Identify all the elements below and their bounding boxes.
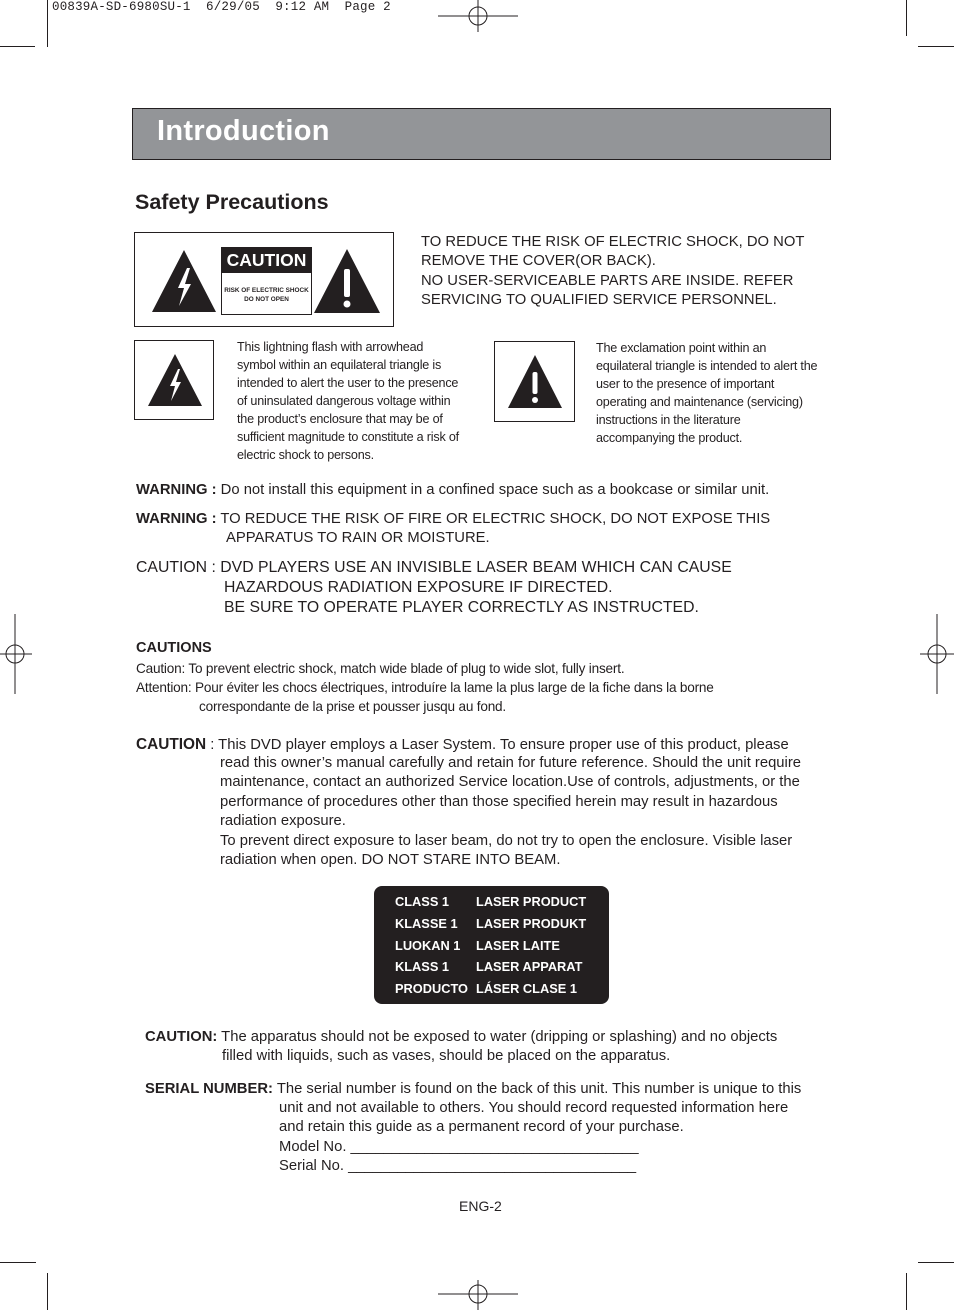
caution-label — [221, 247, 312, 315]
lightning-symbol-box — [134, 340, 214, 420]
exclamation-triangle-icon — [507, 354, 563, 409]
serial-number-field: Serial No. ___________________________________ — [279, 1158, 637, 1175]
section-title: Safety Precautions — [135, 190, 329, 214]
page-number: ENG-2 — [459, 1198, 502, 1214]
caution-water-cont: filled with liquids, such as vases, should be placed on the apparatus. — [222, 1048, 671, 1064]
crop-mark — [0, 46, 35, 47]
model-number-field: Model No. ___________________________________ — [279, 1138, 639, 1155]
lightning-description: This lightning flash with arrowhead symbol within an equilateral triangle is intended to alert the user to the presence of uninsulated dangerous voltage within the product’s enclosure that may be of sufficient magnitude to constitute a risk of electric shock to persons. — [237, 340, 459, 462]
serial-number-note: SERIAL NUMBER: The serial number is found on the back of this unit. This number is unique to this — [145, 1081, 802, 1097]
cautions-heading: CAUTIONS — [136, 640, 212, 656]
crop-mark — [906, 0, 907, 36]
caution-laser-system-text: read this owner’s manual carefully and retain for future reference. Should the unit require maintenance, contact an authorized Service location.Use of controls, adjustments, or the performance of procedures other than those specified herein may result in hazardous radiation exposure. To prevent direct exposure to laser beam, do not try to open the enclosure. Visible laser radiation when open. DO NOT STARE INTO BEAM. — [220, 755, 801, 869]
lightning-triangle-icon — [147, 353, 203, 407]
registration-mark-right — [920, 614, 954, 694]
exclamation-symbol-box — [494, 341, 575, 422]
caution-invisible-laser-line3: BE SURE TO OPERATE PLAYER CORRECTLY AS INSTRUCTED. — [224, 599, 699, 616]
caution-invisible-laser-line2: HAZARDOUS RADIATION EXPOSURE IF DIRECTED. — [224, 579, 613, 596]
crop-mark — [918, 1262, 954, 1263]
cover-warning: TO REDUCE THE RISK OF ELECTRIC SHOCK, DO NOT REMOVE THE COVER(OR BACK). NO USER-SERVICEABLE PARTS ARE INSIDE. REFER SERVICING TO QUALIFIED SERVICE PERSONNEL. — [421, 234, 805, 309]
exclamation-triangle-icon — [313, 247, 381, 315]
caution-label-heading: CAUTION — [222, 248, 311, 273]
registration-mark-left — [0, 614, 32, 694]
cautions-attention-cont: correspondante de la prise et pousser jusqu au fond. — [199, 699, 506, 714]
exclamation-description: The exclamation point within an equilateral triangle is intended to alert the user to the presence of important operating and maintenance (servicing) instructions in the literature accompanying the product. — [596, 341, 818, 445]
warning-confined-space: WARNING : Do not install this equipment in a confined space such as a bookcase or similar unit. — [136, 482, 770, 498]
lightning-triangle-icon — [151, 248, 217, 314]
caution-label-subtext: RISK OF ELECTRIC SHOCK DO NOT OPEN — [224, 287, 309, 303]
cautions-attention: Attention: Pour éviter les chocs électriques, introduíre la lame la plus large de la fiche dans la borne — [136, 680, 714, 695]
registration-mark-bottom — [438, 1280, 518, 1310]
registration-mark-top — [438, 0, 518, 32]
title-bar — [132, 108, 831, 160]
caution-water: CAUTION: The apparatus should not be exposed to water (dripping or splashing) and no objects — [145, 1029, 778, 1045]
page-title: Introduction — [157, 115, 330, 147]
cautions-plug: Caution: To prevent electric shock, match wide blade of plug to wide slot, fully insert. — [136, 661, 625, 676]
caution-label-box — [134, 232, 394, 327]
crop-mark — [918, 46, 954, 47]
crop-mark — [47, 0, 48, 47]
crop-mark — [0, 1262, 36, 1263]
warning-rain-moisture: WARNING : TO REDUCE THE RISK OF FIRE OR ELECTRIC SHOCK, DO NOT EXPOSE THIS — [136, 511, 771, 527]
caution-laser-system: CAUTION : This DVD player employs a Laser System. To ensure proper use of this product, please — [136, 736, 789, 753]
crop-mark — [906, 1273, 907, 1310]
crop-mark — [47, 1273, 48, 1310]
print-header: 00839A-SD-6980SU-1 6/29/05 9:12 AM Page 2 — [52, 0, 391, 14]
caution-invisible-laser: CAUTION : DVD PLAYERS USE AN INVISIBLE LASER BEAM WHICH CAN CAUSE — [136, 559, 732, 576]
warning-rain-moisture-cont: APPARATUS TO RAIN OR MOISTURE. — [226, 530, 490, 546]
laser-class-label: CLASS 1 LASER PRODUCT KLASSE 1 LASER PRODUKT LUOKAN 1 LASER LAITE KLASS 1 LASER APPARAT PRODUCTO LÁSER CLASE 1 — [374, 886, 609, 1004]
serial-number-text: unit and not available to others. You should record requested information here and retain this guide as a permanent record of your purchase. Model No. ___________________________________ Serial No. ___________________________________ — [279, 1099, 788, 1177]
